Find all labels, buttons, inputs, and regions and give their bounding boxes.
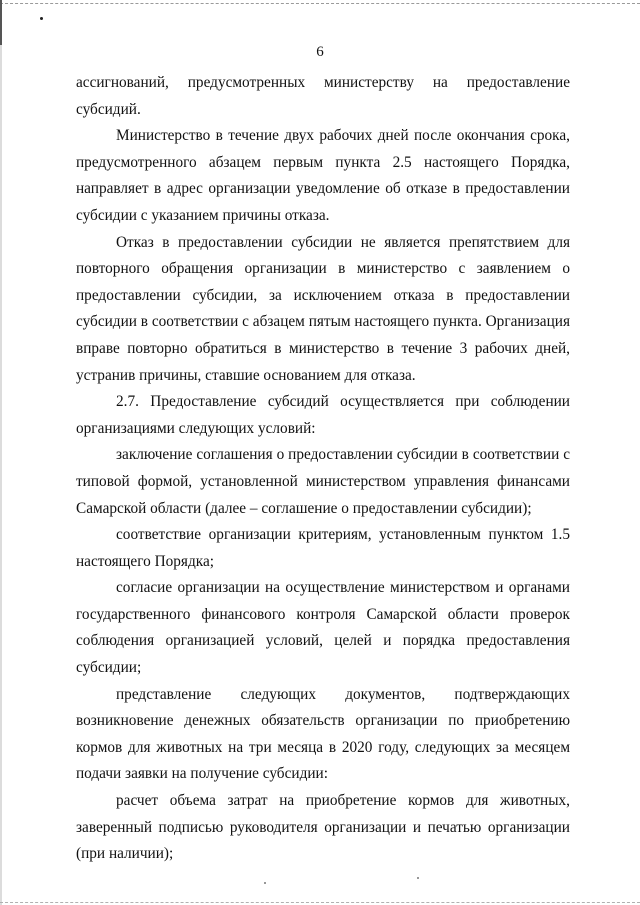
- scan-artifact-left-mark: [0, 0, 2, 45]
- paragraph-condition-criteria: соответствие организации критериям, установленным пунктом 1.5 настоящего Порядка;: [76, 526, 570, 570]
- document-body: [76, 70, 570, 868]
- paragraph-condition-agreement: заключение соглашения о предоставлении субсидии в соответствии с типовой формой, установленной министерством управления финансами Самарской области (далее – соглашение о предоставлении субсидии);: [76, 446, 570, 517]
- paragraph-condition-documents: представление следующих документов, подтверждающих возникновение денежных обязательств организации по приобретению кормов для животных на три месяца в 2020 году, следующих за месяцем подачи заявки на получение субсидии:: [76, 685, 570, 783]
- paragraph-condition-consent: согласие организации на осуществление министерством и органами государственного финансового контроля Самарской области проверок соблюдения организацией условий, целей и порядка предоставления субсидии;: [76, 579, 570, 677]
- paragraph-refusal-notice: Министерство в течение двух рабочих дней после окончания срока, предусмотренного абзацем первым пункта 2.5 настоящего Порядка, направляет в адрес организации уведомление об отказе в предоставлении субсидии с указанием причины отказа.: [76, 127, 570, 224]
- scan-artifact-top-line: [0, 3, 640, 4]
- scan-speck: [264, 882, 266, 884]
- scan-speck: [417, 877, 419, 879]
- paragraph-section-2-7: 2.7. Предоставление субсидий осуществляется при соблюдении организациями следующих условий:: [76, 393, 570, 437]
- paragraph-cost-calculation: расчет объема затрат на приобретение кормов для животных, заверенный подписью руководителя организации и печатью организации (при наличии);: [76, 792, 570, 863]
- paragraph-repeat-application: Отказ в предоставлении субсидии не является препятствием для повторного обращения организации в министерство с заявлением о предоставлении субсидии, за исключением отказа в предоставлении субсидии в соответствии с абзацем пятым настоящего пункта. Организация вправе повторно обратиться в министерство в течение 3 рабочих дней, устранив причины, ставшие основанием для отказа.: [76, 233, 570, 384]
- scan-artifact-bottom-line: [0, 902, 640, 903]
- paragraph-continuation: ассигнований, предусмотренных министерству на предоставление субсидий.: [76, 74, 570, 118]
- page-number: 6: [316, 44, 324, 60]
- scan-speck: [40, 17, 43, 20]
- scan-artifact-left-edge: [0, 0, 2, 905]
